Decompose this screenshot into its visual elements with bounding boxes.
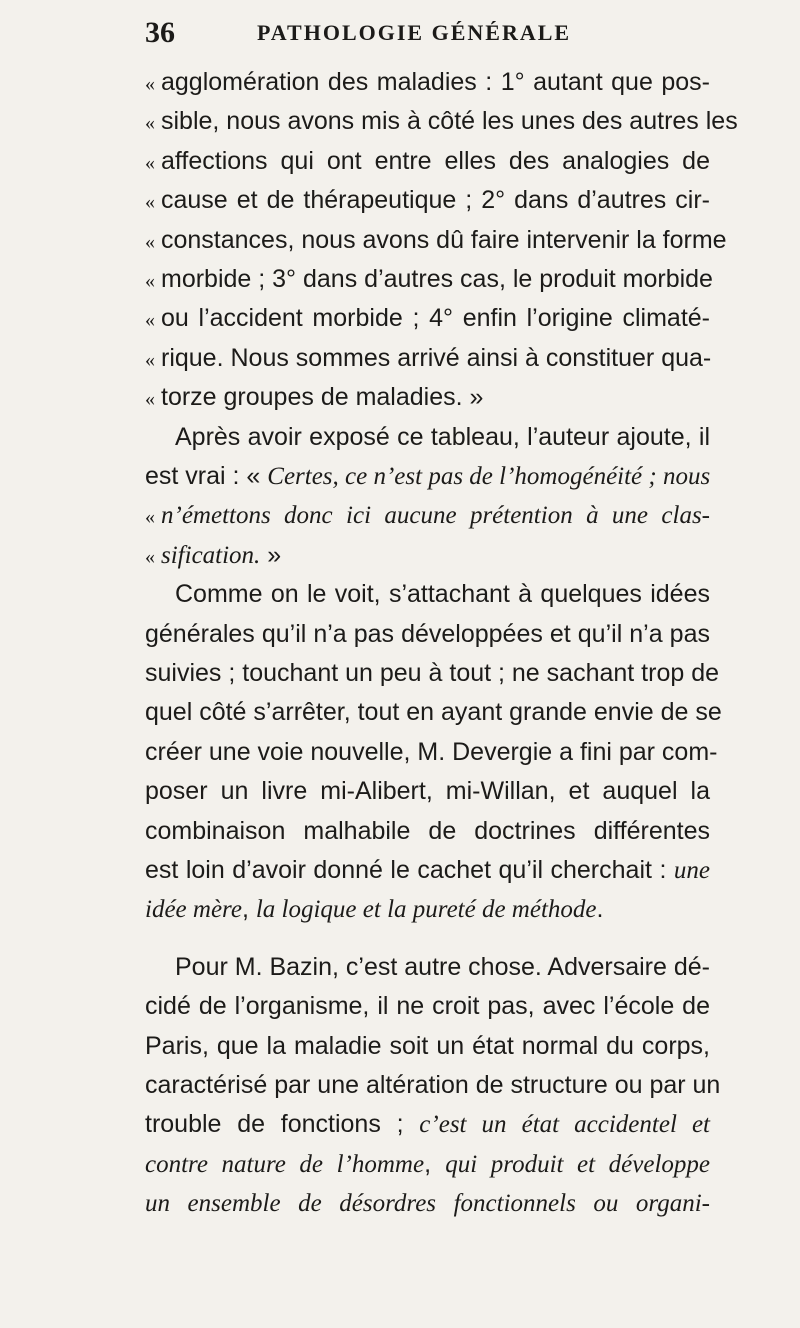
text-line bbox=[175, 417, 710, 457]
text-line bbox=[145, 889, 710, 929]
text-line bbox=[145, 732, 718, 772]
text-line bbox=[145, 180, 710, 220]
text-segment: . bbox=[596, 895, 604, 923]
page-number: 36 bbox=[145, 16, 175, 49]
quote-mark: « bbox=[145, 270, 155, 292]
text-line bbox=[145, 62, 710, 102]
text-segment: rique. Nous sommes arrivé ainsi à constituer qua- bbox=[161, 344, 712, 372]
text-line bbox=[145, 811, 710, 851]
text-line bbox=[145, 986, 710, 1026]
text-line bbox=[145, 377, 710, 417]
italic-text: n’émettons donc ici aucune prétention à une clas- bbox=[161, 502, 710, 529]
quote-mark: « bbox=[145, 309, 155, 331]
text-line bbox=[145, 101, 738, 141]
text-segment: affections qui ont entre elles des analogies de bbox=[161, 147, 710, 175]
text-segment: suivies ; touchant un peu à tout ; ne sachant trop de bbox=[145, 659, 719, 687]
text-segment: constances, nous avons dû faire intervenir la forme bbox=[161, 226, 727, 254]
italic-text: la logique et la pureté de méthode bbox=[255, 896, 597, 923]
text-line bbox=[145, 1065, 721, 1105]
text-line bbox=[145, 338, 710, 378]
text-segment: cidé de l’organisme, il ne croit pas, avec l’école de bbox=[145, 992, 710, 1020]
text-segment: trouble de fonctions ; bbox=[145, 1110, 420, 1138]
text-segment: caractérisé par une altération de structure ou par un bbox=[145, 1071, 721, 1099]
text-segment: combinaison malhabile de doctrines différentes bbox=[145, 817, 710, 845]
text-line bbox=[145, 456, 710, 496]
italic-text: sification. bbox=[161, 542, 261, 569]
quote-mark: « bbox=[145, 191, 155, 213]
text-segment: créer une voie nouvelle, M. Devergie a fini par com- bbox=[145, 738, 718, 766]
text-line bbox=[145, 1183, 710, 1223]
quote-mark: « bbox=[145, 152, 155, 174]
italic-text: idée mère bbox=[145, 896, 242, 923]
text-segment: quel côté s’arrêter, tout en ayant grande envie de se bbox=[145, 698, 722, 726]
text-line bbox=[175, 947, 710, 987]
text-line bbox=[145, 771, 710, 811]
quote-mark: « bbox=[145, 388, 155, 410]
text-line bbox=[145, 692, 722, 732]
text-line bbox=[145, 220, 727, 260]
text-line bbox=[175, 574, 710, 614]
running-head: PATHOLOGIE GÉNÉRALE bbox=[257, 20, 572, 45]
text-line bbox=[145, 535, 710, 575]
text-segment: Après avoir exposé ce tableau, l’auteur ajoute, il bbox=[175, 423, 710, 451]
italic-text: qui produit et développe bbox=[445, 1151, 710, 1178]
italic-text: une bbox=[673, 857, 710, 884]
quote-mark: « bbox=[145, 112, 155, 134]
text-segment: Pour M. Bazin, c’est autre chose. Adversaire dé- bbox=[175, 953, 710, 981]
text-segment: , bbox=[241, 895, 256, 923]
text-segment: Paris, que la maladie soit un état normal du corps, bbox=[145, 1032, 710, 1060]
text-segment: est vrai : « bbox=[145, 462, 268, 490]
text-line bbox=[145, 141, 710, 181]
text-segment: » bbox=[260, 541, 282, 569]
text-line bbox=[145, 850, 710, 890]
text-line bbox=[145, 1144, 710, 1184]
quote-mark: « bbox=[145, 349, 155, 371]
quote-mark: « bbox=[145, 546, 155, 568]
text-segment: torze groupes de maladies. » bbox=[161, 383, 484, 411]
text-segment: Comme on le voit, s’attachant à quelques idées bbox=[175, 580, 710, 608]
italic-text: un ensemble de désordres fonctionnels ou organi- bbox=[145, 1190, 710, 1217]
text-line bbox=[145, 495, 710, 535]
text-segment: sible, nous avons mis à côté les unes des autres les bbox=[161, 107, 738, 135]
quote-mark: « bbox=[145, 73, 155, 95]
text-line bbox=[145, 653, 719, 693]
text-segment: ou l’accident morbide ; 4° enfin l’origine climaté- bbox=[161, 304, 710, 332]
text-segment: , bbox=[424, 1150, 446, 1178]
italic-text: c’est un état accidentel et bbox=[419, 1111, 710, 1138]
text-segment: poser un livre mi-Alibert, mi-Willan, et auquel la bbox=[145, 777, 710, 805]
italic-text: Certes, ce n’est pas de l’homogénéité ; nous bbox=[267, 463, 711, 490]
quote-mark: « bbox=[145, 506, 155, 528]
text-segment: morbide ; 3° dans d’autres cas, le produit morbide bbox=[161, 265, 713, 293]
text-line bbox=[145, 259, 713, 299]
text-segment: cause et de thérapeutique ; 2° dans d’autres cir- bbox=[161, 186, 710, 214]
text-line bbox=[145, 1104, 710, 1144]
text-line bbox=[145, 1026, 710, 1066]
quote-mark: « bbox=[145, 231, 155, 253]
text-line bbox=[145, 614, 710, 654]
page-header bbox=[145, 10, 705, 50]
text-segment: agglomération des maladies : 1° autant que pos- bbox=[161, 68, 710, 96]
italic-text: contre nature de l’homme bbox=[145, 1151, 425, 1178]
text-segment: générales qu’il n’a pas développées et qu’il n’a pas bbox=[145, 620, 710, 648]
text-line bbox=[145, 298, 710, 338]
text-segment: est loin d’avoir donné le cachet qu’il cherchait : bbox=[145, 856, 674, 884]
